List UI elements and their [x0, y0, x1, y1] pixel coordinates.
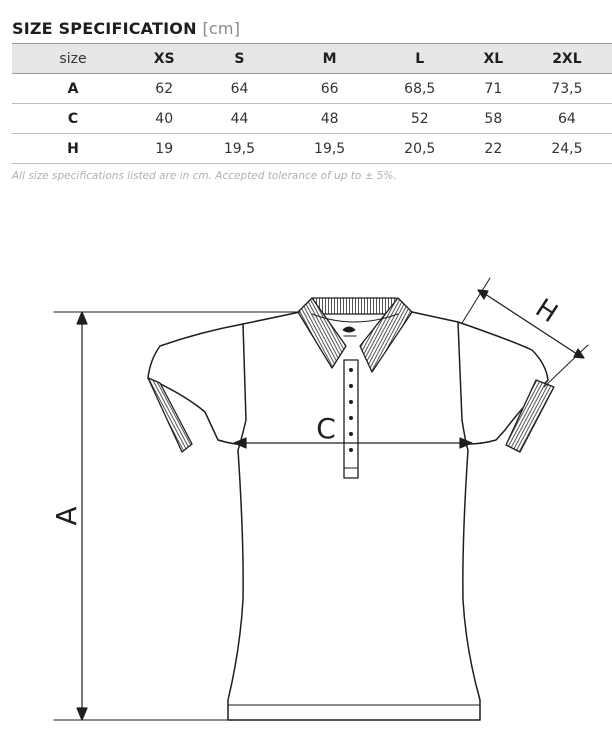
table-cell: 19,5: [285, 134, 375, 164]
table-cell: 48: [285, 104, 375, 134]
dimension-a-line: [54, 312, 300, 720]
table-cell: 40: [134, 104, 194, 134]
table-cell: 68,5: [375, 74, 465, 104]
size-header-label: size: [12, 44, 134, 74]
table-cell: 44: [194, 104, 284, 134]
dimension-h-line: [462, 278, 588, 387]
row-label: C: [12, 104, 134, 134]
table-cell: 64: [522, 104, 612, 134]
table-cell: 71: [465, 74, 522, 104]
table-cell: 73,5: [522, 74, 612, 104]
title-unit: [cm]: [202, 19, 241, 38]
table-cell: 62: [134, 74, 194, 104]
table-cell: 58: [465, 104, 522, 134]
brand-logo-icon: [343, 327, 356, 336]
table-cell: 24,5: [522, 134, 612, 164]
table-cell: 64: [194, 74, 284, 104]
title-main: SIZE SPECIFICATION: [12, 19, 197, 38]
row-label: A: [12, 74, 134, 104]
row-label: H: [12, 134, 134, 164]
right-sleeve-rib: [506, 380, 554, 452]
size-header-s: S: [194, 44, 284, 74]
table-cell: 22: [465, 134, 522, 164]
size-header-xl: XL: [465, 44, 522, 74]
size-header-2xl: 2XL: [522, 44, 612, 74]
dimension-c-label: C: [316, 412, 336, 445]
size-header-m: M: [285, 44, 375, 74]
table-cell: 66: [285, 74, 375, 104]
dimension-a-label: A: [50, 506, 83, 526]
table-cell: 52: [375, 104, 465, 134]
table-cell: 20,5: [375, 134, 465, 164]
dimension-h-label: H: [529, 293, 563, 330]
table-cell: 19: [134, 134, 194, 164]
tolerance-note: All size specifications listed are in cm. Accepted tolerance of up to ± 5%.: [12, 170, 397, 182]
size-header-xs: XS: [134, 44, 194, 74]
size-header-l: L: [375, 44, 465, 74]
table-cell: 19,5: [194, 134, 284, 164]
left-sleeve-outline: [148, 324, 243, 444]
